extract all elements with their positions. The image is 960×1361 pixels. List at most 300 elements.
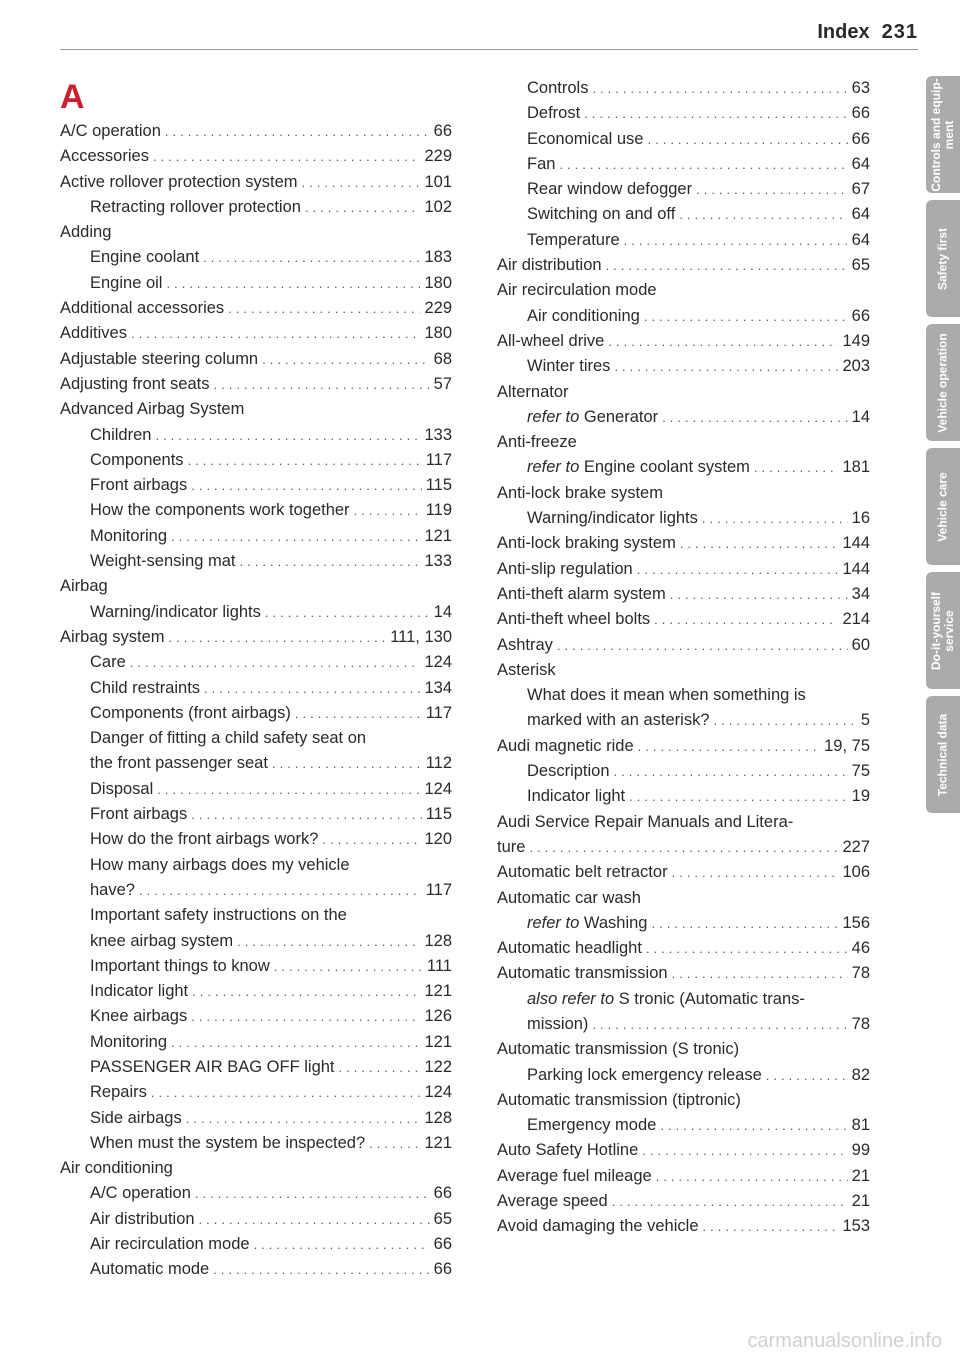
index-entry [60, 473, 452, 498]
index-entry-text: Monitoring [90, 1032, 168, 1051]
leader-dots [213, 1257, 429, 1282]
index-entry [497, 860, 870, 885]
index-entry-page[interactable]: 128 [424, 1108, 452, 1127]
index-entry-term [497, 253, 602, 278]
leader-dots [584, 101, 847, 126]
index-entry-page[interactable]: 66 [433, 1260, 452, 1279]
chapter-tab-label: Technical data [935, 713, 950, 796]
index-entry-term [60, 1156, 173, 1181]
index-entry-text: Care [90, 653, 126, 672]
leader-dots [638, 734, 820, 759]
index-entry-text: Ashtray [497, 635, 553, 654]
index-entry-page[interactable]: 115 [425, 805, 452, 824]
index-entry-term [527, 354, 610, 379]
index-entry [497, 405, 870, 430]
index-entry [60, 574, 452, 599]
index-entry [60, 1156, 452, 1181]
leader-dots [656, 1164, 848, 1189]
chapter-tabs [926, 76, 960, 820]
chapter-tab-label: Safety first [935, 227, 950, 290]
index-entry-text: Adjusting front seats [60, 374, 210, 393]
index-entry-term [497, 1189, 608, 1214]
index-entry [60, 878, 452, 903]
index-entry-text: marked with an asterisk? [527, 711, 710, 730]
chapter-tab-label: Do-it-yourself service [929, 591, 956, 670]
index-entry-text: knee airbag system [90, 931, 234, 950]
index-entry [497, 1214, 870, 1239]
index-entry-term [90, 1030, 167, 1055]
leader-dots [188, 448, 422, 473]
index-entry-text: Additives [60, 324, 127, 343]
leader-dots [612, 1189, 848, 1214]
index-entry-term [497, 734, 634, 759]
cross-reference-prefix: also refer to [527, 989, 615, 1008]
leader-dots [203, 245, 420, 270]
index-entry-text: Winter tires [527, 357, 611, 376]
index-entry-page[interactable]: 183 [424, 248, 452, 267]
index-entry-page[interactable]: 101 [424, 172, 452, 191]
index-entry-term [90, 549, 236, 574]
index-entry-term [527, 1012, 588, 1037]
index-entry [497, 278, 870, 303]
index-entry-term [497, 1214, 699, 1239]
index-entry [60, 1181, 452, 1206]
index-entry-page[interactable]: 115 [425, 476, 452, 495]
index-entry-page[interactable]: 66 [433, 122, 452, 140]
index-entry-term [90, 1232, 250, 1257]
index-entry-page[interactable]: 133 [424, 425, 452, 444]
index-entry-page[interactable]: 229 [424, 147, 452, 166]
index-entry-text: All-wheel drive [497, 331, 605, 350]
index-entry [497, 607, 870, 632]
leader-dots [557, 633, 848, 658]
leader-dots [702, 506, 848, 531]
index-entry-text: Airbag [60, 577, 108, 596]
index-entry-term [527, 911, 647, 936]
index-entry-page[interactable]: 75 [851, 762, 870, 781]
index-entry-term [497, 810, 793, 835]
index-entry-page[interactable]: 126 [424, 1007, 452, 1026]
index-entry-text: Automatic headlight [497, 939, 642, 958]
index-entry-text: How the components work together [90, 501, 350, 520]
index-entry-term [60, 119, 161, 144]
index-entry-page[interactable]: 133 [424, 552, 452, 571]
index-entry-term [497, 658, 556, 683]
index-entry-page[interactable]: 121 [424, 526, 452, 545]
index-entry-text: Retracting rollover protection [90, 197, 301, 216]
chapter-tab-label: Controls and equip- ment [929, 77, 956, 192]
index-entry [497, 886, 870, 911]
index-entry-term [497, 1164, 652, 1189]
index-entry-term [497, 329, 604, 354]
leader-dots [131, 321, 421, 346]
index-entry-term [527, 1063, 762, 1088]
index-entry [60, 448, 452, 473]
index-entry-text: Warning/indicator lights [527, 509, 698, 528]
index-entry-term [90, 676, 200, 701]
leader-dots [614, 759, 848, 784]
index-entry [60, 1232, 452, 1257]
leader-dots [191, 1004, 420, 1029]
index-entry-term [527, 76, 588, 101]
index-entry-term [497, 380, 569, 405]
leader-dots [151, 1080, 421, 1105]
index-entry-page[interactable]: 111, 130 [390, 627, 452, 646]
index-entry-page[interactable]: 82 [851, 1065, 870, 1084]
index-entry-page[interactable]: 112 [425, 754, 452, 773]
index-entry-text: Disposal [90, 779, 154, 798]
index-entry [497, 1164, 870, 1189]
index-entry [497, 1138, 870, 1163]
index-entry-term [527, 304, 640, 329]
index-entry-term [60, 625, 165, 650]
leader-dots [214, 372, 430, 397]
index-entry-page[interactable]: 124 [424, 1083, 452, 1102]
index-entry-text: Monitoring [90, 526, 168, 545]
index-entry-page[interactable]: 121 [424, 982, 452, 1001]
index-entry-page[interactable]: 66 [433, 1184, 452, 1203]
index-entry-term [90, 448, 184, 473]
index-entry-text: Air recirculation mode [497, 281, 657, 300]
index-entry-page[interactable]: 121 [424, 1032, 452, 1051]
index-entry [60, 777, 452, 802]
index-entry-page[interactable]: 60 [851, 635, 870, 654]
index-entry [497, 481, 870, 506]
index-entry-term [497, 531, 676, 556]
index-entry-text: Adding [60, 223, 112, 242]
leader-dots [192, 979, 420, 1004]
leader-dots [679, 202, 847, 227]
index-entry-term [90, 473, 187, 498]
chapter-tab[interactable] [926, 572, 960, 689]
leader-dots [608, 329, 838, 354]
index-entry-term [60, 372, 210, 397]
index-entry-text: What does it mean when something is [527, 686, 806, 705]
index-entry [497, 253, 870, 278]
leader-dots [186, 1106, 421, 1131]
index-entry-text: Weight-sensing mat [90, 552, 236, 571]
index-entry [60, 372, 452, 397]
index-entry-text: Indicator light [527, 787, 626, 806]
index-entry [497, 177, 870, 202]
index-entry-term [497, 557, 633, 582]
index-entry-page[interactable]: 99 [851, 1141, 870, 1160]
index-entry-term [497, 961, 668, 986]
chapter-tab[interactable] [926, 324, 960, 441]
index-entry-text: Engine coolant system [583, 458, 750, 477]
leader-dots [637, 557, 839, 582]
leader-dots [195, 1181, 430, 1206]
index-entry-term [90, 878, 135, 903]
index-entry-page[interactable]: 16 [851, 509, 870, 528]
index-entry-text: When must the system be inspected? [90, 1133, 366, 1152]
index-entry-page[interactable]: 66 [433, 1235, 452, 1254]
index-entry [60, 827, 452, 852]
index-entry-page[interactable]: 14 [851, 407, 870, 426]
leader-dots [199, 1207, 430, 1232]
index-entry-text: Front airbags [90, 476, 188, 495]
page-header [817, 21, 918, 44]
index-entry-page[interactable]: 153 [842, 1217, 870, 1236]
watermark: carmanualsonline.info [747, 1330, 942, 1352]
index-entry-page[interactable]: 117 [425, 703, 452, 722]
index-entry-page[interactable]: 68 [433, 349, 452, 368]
index-entry-text: Air conditioning [527, 306, 640, 325]
leader-dots [237, 929, 420, 954]
index-entry-page[interactable]: 124 [424, 653, 452, 672]
index-entry [497, 1088, 870, 1113]
leader-dots [191, 802, 421, 827]
index-entry-term [497, 860, 668, 885]
index-entry-term [90, 271, 162, 296]
index-entry-page[interactable]: 122 [424, 1057, 452, 1076]
index-entry-page[interactable]: 111 [426, 956, 452, 975]
leader-dots [592, 1012, 847, 1037]
index-entry-text: Rear window defogger [527, 180, 693, 199]
leader-dots [302, 170, 421, 195]
index-entry-term [90, 498, 350, 523]
index-entry [60, 1080, 452, 1105]
chapter-tab-label: Vehicle care [935, 471, 950, 542]
index-entry-text: Generator [583, 407, 659, 426]
index-entry [497, 911, 870, 936]
leader-dots [191, 473, 421, 498]
index-entry [497, 633, 870, 658]
index-entry [60, 144, 452, 169]
index-entry-text: Automatic transmission [497, 964, 668, 983]
leader-dots [339, 1055, 421, 1080]
index-entry-page[interactable]: 78 [851, 1014, 870, 1033]
index-entry-term [90, 1131, 365, 1156]
index-entry-page[interactable]: 65 [433, 1209, 452, 1228]
leader-dots [592, 76, 847, 101]
leader-dots [624, 228, 848, 253]
index-entry [497, 304, 870, 329]
index-entry [497, 987, 870, 1012]
index-entry-text: Additional accessories [60, 299, 225, 318]
index-entry-text: have? [90, 880, 135, 899]
index-entry-page[interactable]: 102 [424, 197, 452, 216]
index-entry-text: Automatic car wash [497, 888, 641, 907]
chapter-tab[interactable] [926, 200, 960, 317]
index-entry-page[interactable]: 34 [851, 584, 870, 603]
leader-dots [171, 524, 420, 549]
section-letter: A [60, 78, 85, 116]
index-entry-page[interactable]: 19 [851, 787, 870, 806]
page-title: Index [817, 21, 870, 43]
leader-dots [662, 405, 847, 430]
index-entry-page[interactable]: 66 [851, 129, 870, 148]
index-column-left [60, 119, 452, 1283]
chapter-tab[interactable] [926, 696, 960, 813]
index-entry-term [90, 1181, 191, 1206]
index-entry-text: Important things to know [90, 956, 270, 975]
leader-dots [157, 777, 420, 802]
index-entry-text: Automatic belt retractor [497, 863, 668, 882]
leader-dots [766, 1063, 848, 1088]
index-entry-term [497, 886, 641, 911]
index-entry [60, 245, 452, 270]
index-entry [60, 119, 452, 144]
index-entry-page[interactable]: 117 [425, 450, 452, 469]
index-entry-text: Audi Service Repair Manuals and Litera- [497, 812, 794, 831]
index-entry [497, 708, 870, 733]
index-entry [60, 423, 452, 448]
index-entry-page[interactable]: 64 [851, 205, 870, 224]
leader-dots [670, 582, 848, 607]
index-entry-page[interactable]: 46 [851, 939, 870, 958]
index-entry [60, 1131, 452, 1156]
index-entry-text: Washing [583, 913, 648, 932]
index-entry-page[interactable]: 124 [424, 779, 452, 798]
index-entry-text: Danger of fitting a child safety seat on [90, 729, 367, 748]
index-entry-text: Avoid damaging the vehicle [497, 1217, 699, 1236]
index-entry-term [90, 245, 199, 270]
index-entry-term [90, 423, 151, 448]
index-entry-page[interactable]: 81 [851, 1116, 870, 1135]
index-entry-text: Anti-lock brake system [497, 483, 663, 502]
index-entry-term [497, 278, 657, 303]
index-entry [60, 802, 452, 827]
index-entry-page[interactable]: 156 [842, 913, 870, 932]
index-entry-page[interactable]: 14 [433, 602, 452, 621]
index-entry-term [90, 903, 347, 928]
index-entry-page[interactable]: 67 [851, 180, 870, 199]
index-entry-page[interactable]: 121 [424, 1133, 452, 1152]
index-entry-text: Engine coolant [90, 248, 200, 267]
index-entry-term [497, 1088, 741, 1113]
index-entry [497, 506, 870, 531]
index-entry-text: Air distribution [497, 256, 602, 275]
leader-dots [204, 676, 420, 701]
index-entry-page[interactable]: 21 [851, 1192, 870, 1211]
index-entry-text: Description [527, 762, 610, 781]
index-entry-text: Accessories [60, 147, 149, 166]
index-entry-page[interactable]: 214 [842, 610, 870, 629]
leader-dots [171, 1030, 420, 1055]
index-entry [497, 228, 870, 253]
chapter-tab[interactable] [926, 448, 960, 565]
leader-dots [660, 1113, 847, 1138]
index-entry [497, 329, 870, 354]
leader-dots [130, 650, 421, 675]
index-entry-term [527, 202, 675, 227]
index-entry-page[interactable]: 128 [424, 931, 452, 950]
index-entry [60, 1106, 452, 1131]
index-entry [497, 658, 870, 683]
leader-dots [680, 531, 839, 556]
index-entry-term [90, 954, 270, 979]
index-entry [60, 1257, 452, 1282]
leader-dots [166, 271, 420, 296]
index-entry-page[interactable]: 229 [424, 299, 452, 318]
index-entry [60, 271, 452, 296]
leader-dots [672, 961, 848, 986]
index-entry-page[interactable]: 203 [842, 357, 870, 376]
index-entry-term [527, 683, 806, 708]
index-entry-text: Average speed [497, 1192, 608, 1211]
index-entry-text: Indicator light [90, 982, 189, 1001]
index-entry-page[interactable]: 120 [424, 830, 452, 849]
index-column-right [497, 76, 870, 1240]
index-entry-page[interactable]: 5 [860, 711, 870, 730]
index-entry-page[interactable]: 144 [842, 559, 870, 578]
index-entry-term [90, 1106, 182, 1131]
index-entry-term [90, 802, 187, 827]
index-entry-text: Automatic transmission (S tronic) [497, 1040, 740, 1059]
index-entry-page[interactable]: 181 [842, 458, 870, 477]
index-entry [497, 734, 870, 759]
index-entry-page[interactable]: 66 [851, 104, 870, 123]
index-entry [497, 455, 870, 480]
index-entry-term [90, 929, 233, 954]
index-entry-page[interactable]: 106 [842, 863, 870, 882]
index-entry-term [60, 170, 298, 195]
chapter-tab[interactable] [926, 76, 960, 193]
index-entry-page[interactable]: 134 [424, 678, 452, 697]
index-entry-term [527, 455, 750, 480]
index-entry-term [497, 430, 577, 455]
leader-dots [240, 549, 421, 574]
index-entry [497, 380, 870, 405]
index-entry-page[interactable]: 117 [425, 880, 452, 899]
index-entry-term [527, 784, 625, 809]
index-entry-text: Advanced Airbag System [60, 400, 245, 419]
index-entry-page[interactable]: 21 [851, 1166, 870, 1185]
index-entry-text: Airbag system [60, 627, 165, 646]
index-entry-text: Components (front airbags) [90, 703, 291, 722]
index-entry-page[interactable]: 65 [851, 256, 870, 275]
index-entry-text: Important safety instructions on the [90, 906, 347, 925]
index-entry-page[interactable]: 180 [424, 324, 452, 343]
index-entry-page[interactable]: 66 [851, 306, 870, 325]
index-entry-text: Anti-theft alarm system [497, 584, 666, 603]
leader-dots [529, 835, 838, 860]
index-entry-page[interactable]: 64 [851, 230, 870, 249]
index-entry-text: ture [497, 837, 526, 856]
index-entry-page[interactable]: 144 [842, 534, 870, 553]
index-entry-page[interactable]: 57 [433, 374, 452, 393]
index-entry [60, 1207, 452, 1232]
leader-dots [703, 1214, 839, 1239]
index-entry-text: mission) [527, 1014, 589, 1033]
leader-dots [614, 354, 838, 379]
index-entry-page[interactable]: 149 [842, 331, 870, 350]
index-entry [497, 1012, 870, 1037]
index-entry-text: Front airbags [90, 805, 188, 824]
index-entry-text: Defrost [527, 104, 581, 123]
index-entry-text: Active rollover protection system [60, 172, 298, 191]
index-entry-text: Air recirculation mode [90, 1235, 250, 1254]
index-entry-page[interactable]: 78 [851, 964, 870, 983]
index-entry-term [497, 936, 642, 961]
index-entry-page[interactable]: 227 [842, 837, 870, 856]
index-entry [497, 1113, 870, 1138]
index-entry-term [527, 228, 620, 253]
index-entry-page[interactable]: 180 [424, 273, 452, 292]
index-entry-page[interactable]: 119 [425, 501, 452, 520]
index-entry [60, 625, 452, 650]
leader-dots [654, 607, 838, 632]
index-entry-page[interactable]: 19, 75 [824, 736, 870, 755]
index-entry-text: Air conditioning [60, 1159, 173, 1178]
leader-dots [647, 127, 847, 152]
index-entry-page[interactable]: 64 [851, 154, 870, 173]
index-entry-text: Switching on and off [527, 205, 676, 224]
index-entry [497, 961, 870, 986]
index-entry [497, 1037, 870, 1062]
index-entry-page[interactable]: 63 [851, 79, 870, 97]
